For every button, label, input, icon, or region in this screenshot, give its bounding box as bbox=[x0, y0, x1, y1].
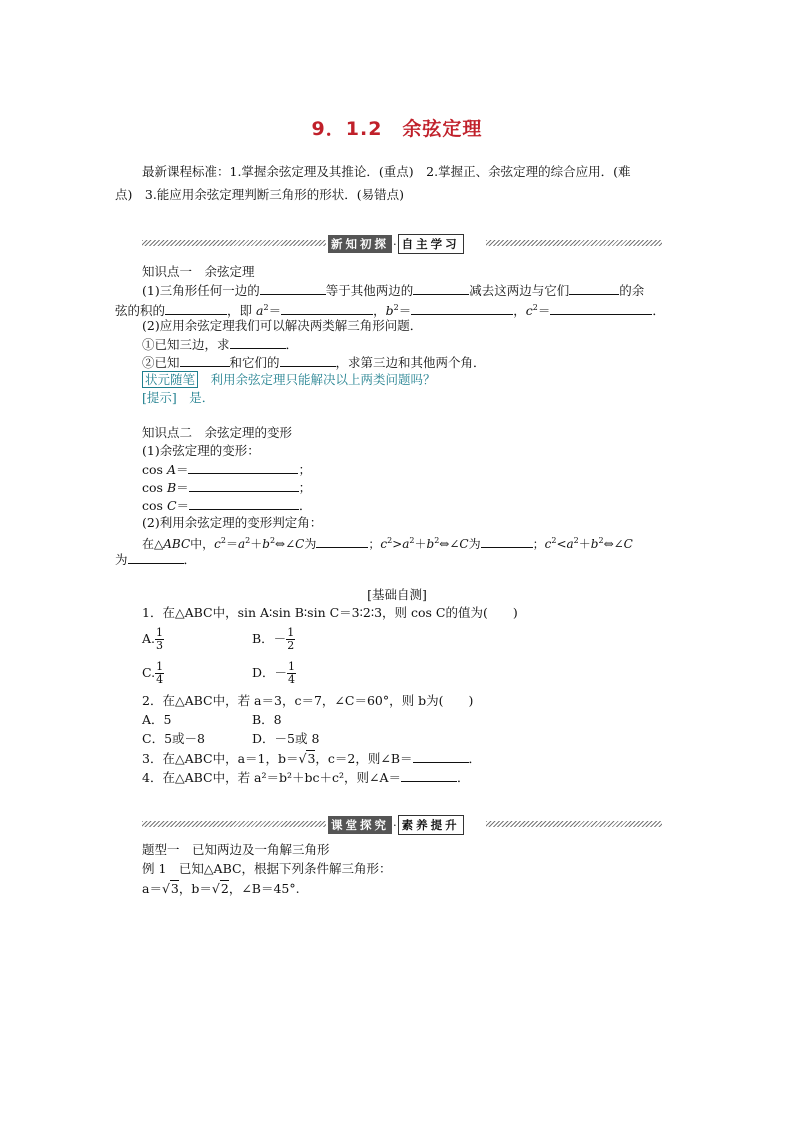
section-banner bbox=[328, 234, 464, 254]
kp2-line-5: (2)利用余弦定理的变形判定角： bbox=[142, 515, 323, 530]
kp1-heading: 知识点一 余弦定理 bbox=[142, 264, 255, 279]
kp1-line-1: (1)三角形任何一边的 等于其他两边的 减去这两边与它们 的余 bbox=[142, 283, 645, 298]
kp1-line-5: ②已知 和它们的 ，求第三边和其他两个角． bbox=[142, 355, 486, 370]
tip-tag: 状元随笔 bbox=[142, 371, 198, 388]
banner-box: 素养提升 bbox=[398, 815, 464, 835]
q2-option-b: B．8 bbox=[252, 712, 282, 727]
hatch-divider bbox=[486, 821, 662, 827]
q2-option-d: D．－5或 8 bbox=[252, 731, 320, 746]
question-2: 2．在△ABC中，若 a＝3，c＝7，∠C＝60°，则 b为( ) bbox=[142, 693, 474, 708]
kp2-line-6: 在△ABC中，$c^2=a^2+b^2\Leftrightarrow\angle C$为 ；$c^2>a^2+b^2\Leftrightarrow\angle C$为 ；$c^2<a^2+b^2\Leftrightarrow\angle C$ bbox=[142, 536, 633, 551]
kp2-line-1: (1)余弦定理的变形： bbox=[142, 443, 260, 458]
q1-option-c: C. $\frac{1}{4}$ bbox=[142, 660, 164, 686]
tip-question: 状元随笔 利用余弦定理只能解决以上两类问题吗？ bbox=[142, 371, 436, 389]
q1-option-d: D．－ $\frac{1}{4}$ bbox=[252, 660, 296, 686]
standards-line-2: 点) 3.能应用余弦定理判断三角形的形状．(易错点) bbox=[115, 187, 405, 202]
kp2-heading: 知识点二 余弦定理的变形 bbox=[142, 425, 293, 440]
banner-dot: · bbox=[393, 818, 397, 832]
example-1-conditions: a＝√3，b＝√2，∠B＝45°. bbox=[142, 881, 300, 896]
kp2-cosB: cos B＝ ； bbox=[142, 480, 312, 495]
question-1: 1．在△ABC中，sin A∶sin B∶sin C＝3∶2∶3，则 cos C的值为( ) bbox=[142, 605, 518, 620]
q1-option-a: A. $\frac{1}{3}$ bbox=[142, 626, 164, 652]
kp1-line-3: (2)应用余弦定理我们可以解决两类解三角形问题． bbox=[142, 318, 423, 333]
tip-hint: [提示] 是． bbox=[142, 390, 215, 405]
kp2-line-7: 为 ． bbox=[115, 552, 197, 567]
kp1-line-2: 弦的积的 ，即 $a^2=$ ，$b^2=$ ，$c^2=$ ． bbox=[115, 303, 665, 319]
page-title: 9．1.2 余弦定理 bbox=[311, 118, 483, 140]
section-banner bbox=[328, 815, 464, 835]
banner-dot: · bbox=[393, 237, 397, 251]
question-3: 3．在△ABC中，a＝1，b＝√3，c＝2，则∠B＝ ． bbox=[142, 751, 482, 766]
hatch-divider bbox=[142, 821, 326, 827]
banner-box: 自主学习 bbox=[398, 234, 464, 254]
kp2-cosC: cos C＝ ． bbox=[142, 498, 312, 513]
kp2-cosA: cos A＝ ； bbox=[142, 462, 311, 477]
question-4: 4．在△ABC中，若 a²＝b²＋bc＋c²，则∠A＝ ． bbox=[142, 770, 470, 785]
hatch-divider bbox=[142, 240, 326, 246]
q2-option-c: C．5或－8 bbox=[142, 731, 205, 746]
example-1: 例 1 已知△ABC，根据下列条件解三角形： bbox=[142, 861, 392, 876]
q2-option-a: A．5 bbox=[142, 712, 172, 727]
type-heading: 题型一 已知两边及一角解三角形 bbox=[142, 842, 330, 857]
q1-option-b: B．－ $\frac{1}{2}$ bbox=[252, 626, 295, 652]
standards-line-1: 最新课程标准：1.掌握余弦定理及其推论．(重点) 2.掌握正、余弦定理的综合应用．(难 bbox=[142, 164, 631, 179]
hatch-divider bbox=[486, 240, 662, 246]
kp1-line-4: ①已知三边，求 ． bbox=[142, 337, 299, 352]
banner-box: 新知初探 bbox=[328, 235, 392, 253]
banner-box: 课堂探究 bbox=[328, 816, 392, 834]
test-heading: [基础自测] bbox=[367, 587, 427, 602]
